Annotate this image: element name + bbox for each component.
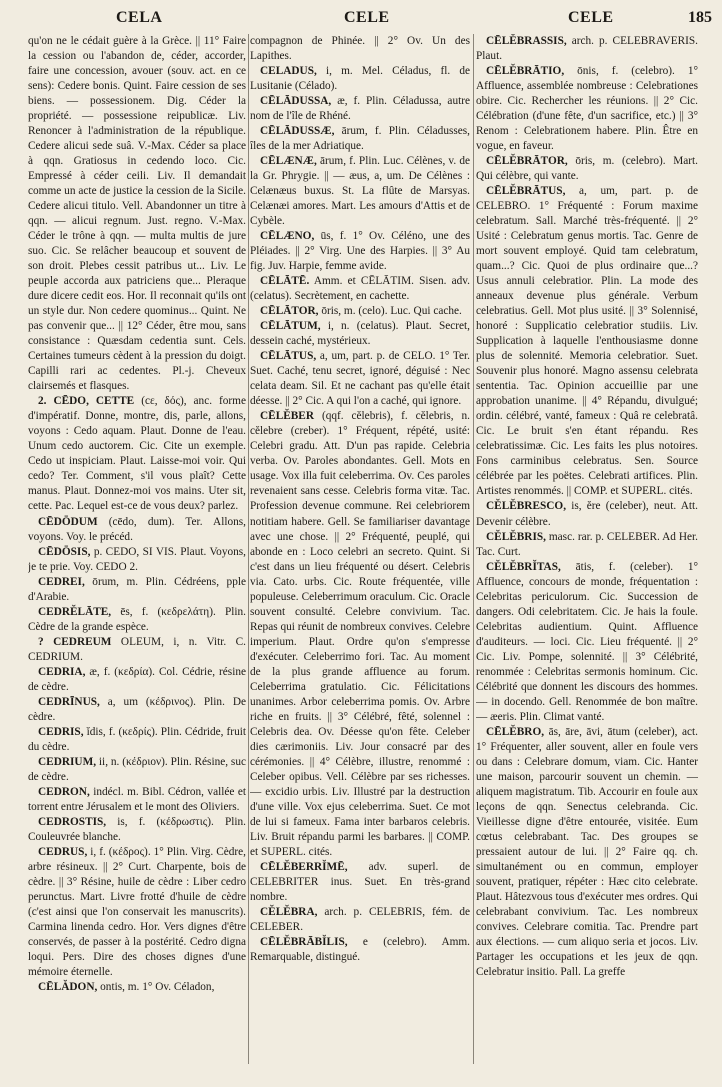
entry-text: (cε, δός), anc. forme d'impératif. Donne, montre, dis, parle, allons, voyons : Cedo aquam. Plaut. Donne de l'eau. Unum cedo auctorem. Cic. Cite un exemple. Cedo ut inspiciam. Plaut. Laisse-moi voir. Qui cedo? Ter. Comment, s'il vous plaît? Cette manus. Plaut. Donnez-moi vos mains. Uter sit, cette. Pac. Lequel est-ce de vous deux? parlez. bbox=[28, 395, 246, 513]
entry-text: OLEUM, i, n. Vitr. C. CEDRIUM. bbox=[28, 635, 246, 663]
center-running-head: CELE bbox=[344, 9, 390, 26]
entry-text: arch. p. CELEBRAVERIS. Plaut. bbox=[476, 35, 698, 63]
dictionary-entry bbox=[28, 695, 246, 725]
entry-headword: CEDRUS, bbox=[38, 845, 88, 858]
entry-headword: CELADUS, bbox=[260, 65, 317, 78]
entry-text: ōris, m. (celebro). Mart. Qui célèbre, qui vante. bbox=[476, 155, 698, 183]
entry-text: is, ĕre (celeber), neut. Att. Devenir célèbre. bbox=[476, 500, 698, 528]
entry-headword: CĒLĔBRĀTIO, bbox=[486, 65, 565, 78]
entry-text: ārum, f. Plin. Céladusses, îles de la mer Adriatique. bbox=[250, 125, 470, 153]
running-header bbox=[28, 9, 712, 33]
entry-headword: CĒLĂDON, bbox=[38, 980, 98, 993]
left-running-head: CELA bbox=[116, 9, 163, 26]
dictionary-entry bbox=[28, 394, 246, 514]
entry-headword: CĒLĔBERRĬMĒ, bbox=[260, 860, 348, 873]
dictionary-entry bbox=[28, 605, 246, 635]
entry-headword: CEDRON, bbox=[38, 785, 90, 798]
dictionary-entry bbox=[250, 34, 470, 64]
page-number: 185 bbox=[688, 9, 712, 26]
entry-text: i, m. Mel. Céladus, fl. de Lusitanie (Célado). bbox=[250, 65, 470, 93]
entry-text: adv. superl. de CELEBRITER inus. Suet. En très-grand nombre. bbox=[250, 860, 470, 903]
entry-text: a, um (κέδρινος). Plin. De cèdre. bbox=[28, 695, 246, 723]
dictionary-entry bbox=[476, 64, 698, 154]
entry-text: masc. rar. p. CELEBER. Ad Her. Tac. Curt. bbox=[476, 530, 698, 558]
dictionary-entry bbox=[476, 499, 698, 529]
right-running-head: CELE bbox=[568, 9, 614, 26]
column-divider bbox=[248, 34, 249, 1064]
dictionary-entry bbox=[250, 935, 470, 965]
entry-headword: CĔLĔBRESCO, bbox=[486, 500, 567, 513]
entry-headword: CĔLĔBRA, bbox=[260, 905, 318, 918]
dictionary-entry bbox=[28, 665, 246, 695]
entry-headword: CĒLĀTĒ. bbox=[260, 275, 310, 288]
dictionary-entry bbox=[28, 785, 246, 815]
entry-text: ārum, f. Plin. Luc. Célènes, v. de la Gr. Phrygie. || — æus, a, um. De Célènes : Celænæus buxus. St. La flûte de Marsyas. Celænæi amores. Mart. Les amours d'Attis et de Cybèle. bbox=[250, 155, 470, 228]
entry-headword: CEDRIUM, bbox=[38, 755, 97, 768]
column-left bbox=[28, 34, 246, 1082]
dictionary-entry bbox=[250, 124, 470, 154]
dictionary-entry bbox=[28, 575, 246, 605]
entry-headword: CĒLĔBRĀTUS, bbox=[486, 185, 566, 198]
entry-text: a, um, part. p. de CELEBRO. 1° Fréquenté : Forum maxime celebratum. Sall. Marché très-fréquenté. || 2° Usité : Celebratum genus mortis. Tac. Genre de mort souvent employé. Quid tam celebratum, quam...? Cic. Quoi de plus ordinaire que...? Usus annuli celebratior. Plin. La mode des anneaux devenue plus générale. Verbum celebratius. Gell. Mot plus usité. || 3° Solennisé, honoré : Supplicatio celebratior studiis. Liv. Supplication à laquelle l'enthousiasme donne plus de solennité. Memoria celebratior. Suet. Souvenir plus honoré. Magno assensu celebrata sententia. Tac. Opinion accueillie par une approbation unanime. || 4° Répandu, divulgué; ordin. célébré, vanté, fameux : Quâ re celebratâ. Cic. Le bruit s'en étant répandu. Res celebratissimæ. Cic. Les faits les plus notoires. Fons carminibus celebratus. Sen. Source célébrée par les poëtes. Celebrati artifices. Plin. Artistes renommés. || COMP. et SUPERL. cités. bbox=[476, 185, 698, 498]
dictionary-entry bbox=[250, 304, 470, 319]
entry-text: ōrum, m. Plin. Cédréens, pple d'Arabie. bbox=[28, 575, 246, 603]
entry-headword: CĒLĔBER bbox=[260, 410, 314, 423]
entry-text: ūs, f. 1° Ov. Céléno, une des Pléiades. || 2° Virg. Une des Harpies. || 3° Au fig. Juv. Harpie, femme avide. bbox=[250, 230, 470, 273]
entry-headword: CEDRĪNUS, bbox=[38, 695, 100, 708]
dictionary-entry bbox=[250, 349, 470, 409]
dictionary-entry bbox=[250, 409, 470, 859]
dictionary-entry bbox=[28, 755, 246, 785]
dictionary-entry bbox=[250, 319, 470, 349]
dictionary-entry bbox=[476, 154, 698, 184]
entry-text: arch. p. CELEBRIS, fém. de CELEBER. bbox=[250, 905, 470, 933]
entry-text: (cēdo, dum). Ter. Allons, voyons. Voy. le précéd. bbox=[28, 515, 246, 543]
entry-text: is, f. (κέδρωστις). Plin. Couleuvrée blanche. bbox=[28, 815, 246, 843]
entry-headword: CĒLĔBRASSIS, bbox=[486, 35, 567, 47]
entry-headword: CĒDŌDUM bbox=[38, 515, 98, 528]
dictionary-entry bbox=[250, 94, 470, 124]
dictionary-entry bbox=[250, 64, 470, 94]
entry-headword: CEDRĔLĀTE, bbox=[38, 605, 112, 618]
entry-headword: CEDRIA, bbox=[38, 665, 86, 678]
entry-text: i, n. (celatus). Plaut. Secret, dessein caché, mystérieux. bbox=[250, 320, 470, 348]
entry-text: æ, f. (κεδρία). Col. Cédrie, résine de cèdre. bbox=[28, 665, 246, 693]
entry-headword: CĒLĀTOR, bbox=[260, 305, 319, 318]
entry-text: Amm. et CĒLĀTIM. Sisen. adv. (celatus). Secrètement, en cachette. bbox=[250, 275, 470, 303]
entry-text: p. CEDO, SI VIS. Plaut. Voyons, je te prie. Voy. CEDO 2. bbox=[28, 545, 246, 573]
dictionary-entry bbox=[28, 515, 246, 545]
entry-headword: CĒLĔBRĀTOR, bbox=[486, 155, 568, 168]
dictionary-entry bbox=[28, 635, 246, 665]
dictionary-entry bbox=[250, 905, 470, 935]
entry-headword: CĒLĀTUM, bbox=[260, 320, 321, 333]
dictionary-entry bbox=[250, 860, 470, 905]
entry-headword: CĒLĔBRĀBĬLIS, bbox=[260, 935, 348, 948]
entry-headword: CĒLĀDUSSA, bbox=[260, 95, 332, 108]
dictionary-entry bbox=[250, 154, 470, 229]
entry-headword: CĒLÆNO, bbox=[260, 230, 315, 243]
entry-text: i, f. (κέδρος). 1° Plin. Virg. Cèdre, arbre résineux. || 2° Curt. Charpente, bois de cèdre. || 3° Résine, huile de cèdre : Liber cedro perunctus. Mart. Livre frotté d'huile de cèdre (c'est ainsi que l'on conservait les manuscrits). Carmina linenda cedro. Hor. Vers dignes d'être conservés, de passer à la postérité. Cedro digna loqui. Pers. Dire des choses dignes d'une mémoire éternelle. bbox=[28, 845, 246, 978]
entry-headword: CEDROSTIS, bbox=[38, 815, 107, 828]
dictionary-entry bbox=[476, 530, 698, 560]
entry-text: ĭdis, f. (κεδρίς). Plin. Cédride, fruit du cèdre. bbox=[28, 725, 246, 753]
dictionary-entry bbox=[476, 560, 698, 725]
column-right bbox=[476, 34, 698, 1082]
entry-headword: CĒLĀDUSSÆ, bbox=[260, 125, 335, 138]
entry-text: ōnis, f. (celebro). 1° Affluence, assemblée nombreuse : Celebrationes obire. Cic. Rechercher les réunions. || 2° Cic. Célébration (d'une fête, d'un sacrifice, etc.) || 3° Renom : Celebrationem habere. Plin. Être en vogue, en faveur. bbox=[476, 65, 698, 153]
dictionary-entry bbox=[476, 34, 698, 64]
column-divider bbox=[473, 34, 474, 1064]
entry-text: qu'on ne le cédait guère à la Grèce. || 11° Faire la cession ou l'abandon de, céder, accorder, faire une concession, avouer (souv. act. en ce sens): Cedere bonis. Quint. Faire cession de ses biens. — possessionem. Dig. Céder la propriété. — possessione reipublicæ. Liv. Renoncer à l'administration de la république. Cedere alicui sede suâ. V.-Max. Céder sa place à qqn. Gratiosus in cedendo loco. Cic. Empressé à céder ceili. Liv. Il demandait comme un acte de justice la cession de la Sicile. Cedere alicui titulo. Vell. Abandonner un titre à qqn. — alicui regnum. Just. regno. V.-Max. Céder le trône à qqn. — multa multis de jure suo. Cic. Se relâcher beaucoup et souvent de son droit. Plebes cessit patribus ut... Liv. Le peuple accorda aux patriciens que... Pleraque dure dicere cedit eos. Hor. Il reconnait qu'ils ont un style dur. Non cedere quominus... Quint. Ne pas convenir que... || 12° Céder, être mou, sans consistance : Quæsdam cedentia sunt. Cels. Certaines tumeurs cèdent à la pression du doigt. Capilli rari ac cedentes. Pl.-j. Cheveux clairsemés et flasques. bbox=[28, 35, 246, 393]
dictionary-entry bbox=[28, 980, 246, 995]
entry-text: compagnon de Phinée. || 2° Ov. Un des Lapithes. bbox=[250, 35, 470, 63]
dictionary-entry bbox=[28, 845, 246, 980]
entry-text: ēs, f. (κεδρελάτη). Plin. Cèdre de la grande espèce. bbox=[28, 605, 246, 633]
entry-headword: CĔLĔBRĬTAS, bbox=[486, 560, 561, 573]
entry-headword: ? CEDREUM bbox=[38, 635, 112, 648]
column-middle bbox=[250, 34, 470, 1082]
dictionary-entry bbox=[28, 725, 246, 755]
entry-text: (qqf. cĕlebris), f. cĕlebris, n. cĕlebre (creber). 1° Fréquent, répété, usité: Celebri gradu. Att. D'un pas rapide. Celebria verba. Ov. Paroles abondantes. Gell. Mots en usage. Vox illa fuit celeberrima. Ov. Ces paroles revenaient sans cesse. Celebris forma vitæ. Tac. Profession devenue commune. Rei celebriorem notitiam habere. Gell. Se familiariser davantage avec une chose. || 2° Fréquenté, peuplé, qui abonde en : Loco celebri an secreto. Quint. Si c'est dans un lieu fréquenté ou désert. Celebris via. Cato. urbs. Cic. Route fréquentée, ville populeuse. Celeberrimum oraculum. Cic. Oracle souvent consulté. Celebre convivium. Tac. Repas qui réunit de nombreux convives. Celebre imperium. Plaut. Ordre qu'on s'empresse d'exécuter. Celeberrimo fori. Tac. Au moment de la plus grande affluence au forum. Celeberrima gratulatio. Cic. Félicitations unanimes. Arbor celeberrima pomis. Ov. Arbre riche en fruits. || 3° Célébré, fêté, solennel : Celebris dea. Ov. Déesse qu'on fête. Celeber dies cærimoniis. Liv. Jour consacré par des cérémonies. || 4° Célèbre, illustre, renommé : Celeber opibus. Vell. Célèbre par ses richesses. — excidio urbis. Liv. Illustré par la destruction d'une ville. Vox ejus celeberrima. Suet. Ce mot de lui si fameux. Fama inter barbaros celebris. Liv. Bruit répandu parmi les barbares. || COMP. et SUPERL. cités. bbox=[250, 410, 470, 858]
entry-headword: CEDREI, bbox=[38, 575, 85, 588]
entry-headword: CĒLĔBRO, bbox=[486, 725, 545, 738]
dictionary-entry bbox=[250, 229, 470, 274]
entry-headword: CĒLĀTUS, bbox=[260, 350, 317, 363]
entry-text: e (celebro). Amm. Remarquable, distingué. bbox=[250, 935, 470, 963]
entry-headword: 2. CĒDO, CETTE bbox=[38, 395, 135, 408]
entry-text: ātis, f. (celeber). 1° Affluence, concours de monde, fréquentation : Celebritas periculorum. Cic. Succession de dangers. Odi celebritatem. Cic. Je hais la foule. Celebritas audientium. Quint. Affluence d'auditeurs. — loci. Cic. Lieu fréquenté. || 2° Cic. Liv. Pompe, solennité. || 3° Célébrité, renommée : Celebritas sermonis hominum. Cic. Célébrité que donnent les discours des hommes. — in docendo. Gell. Renommée de bon maître. — æeris. Plin. Climat vanté. bbox=[476, 560, 698, 723]
dictionary-entry bbox=[476, 725, 698, 980]
entry-text: ōris, m. (celo). Luc. Qui cache. bbox=[321, 305, 462, 318]
entry-text: ii, n. (κέδριον). Plin. Résine, suc de cèdre. bbox=[28, 755, 246, 783]
entry-headword: CĔLĔBRIS, bbox=[486, 530, 546, 543]
entry-text: a, um, part. p. de CELO. 1° Ter. Suet. Caché, tenu secret, ignoré, déguisé : Nec celata deam. Sil. Et ne cachant pas qu'elle était déesse. || 2° Cic. A qui l'on a caché, qui ignore. bbox=[250, 350, 470, 408]
dictionary-entry bbox=[250, 274, 470, 304]
entry-headword: CEDRIS, bbox=[38, 725, 84, 738]
entry-text: ās, āre, āvi, ātum (celeber), act. 1° Fréquenter, aller souvent, aller en foule vers ou dans : Celebrare domum, viam. Cic. Hanter une maison, parcourir souvent un chemin. — aliquem magistratum. Tib. Accourir en foule aux leçons de qqn. Senectus celebranda. Cic. Vieillesse digne d'être entourée, visitée. Eum cœtus celebrabant. Tac. Des groupes se pressaient autour de lui. || 2° Faire qq. ch. simultanément ou en commun, employer souvent, pratiquer, répéter : Hæc cito celebrate. Plaut. Hâtezvous tous d'exécuter mes ordres. Qui celebrabant convivium. Tac. Les nombreux convives. Celebrare comitia. Tac. Prendre part aux élections. — cum aliquo seria et jocos. Liv. Partager les occupations et les jeux de qqn. Celebratur insitio. Pall. La greffe bbox=[476, 725, 698, 978]
entry-text: indécl. m. Bibl. Cédron, vallée et torrent entre Jérusalem et le mont des Oliviers. bbox=[28, 785, 246, 813]
entry-headword: CĒLÆNÆ, bbox=[260, 155, 317, 168]
dictionary-entry bbox=[28, 34, 246, 394]
dictionary-entry bbox=[476, 184, 698, 499]
entry-headword: CĒDŌSIS, bbox=[38, 545, 91, 558]
entry-text: æ, f. Plin. Céladussa, autre nom de l'île de Rhéné. bbox=[250, 95, 470, 123]
dictionary-entry bbox=[28, 545, 246, 575]
dictionary-entry bbox=[28, 815, 246, 845]
entry-text: ontis, m. 1° Ov. Céladon, bbox=[100, 980, 215, 993]
